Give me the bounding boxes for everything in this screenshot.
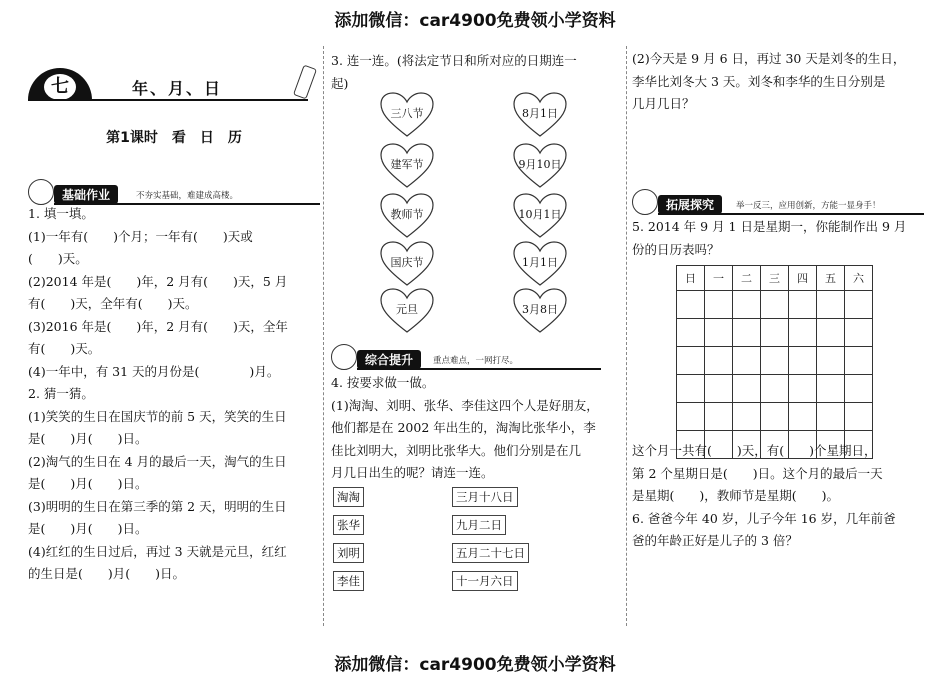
weekday-header: 六 (845, 266, 873, 291)
calendar-cell[interactable] (845, 403, 873, 431)
calendar-cell[interactable] (845, 347, 873, 375)
q4-2-text (632, 48, 927, 116)
calendar-cell[interactable] (761, 403, 789, 431)
heart-date[interactable] (513, 143, 567, 189)
chapter-number: 七 (44, 74, 76, 100)
date-box[interactable]: 五月二十七日 (452, 543, 529, 563)
calendar-cell[interactable] (789, 319, 817, 347)
text-line: 1. 填一填。 (28, 206, 94, 221)
date-box[interactable]: 九月二日 (452, 515, 506, 535)
heart-date[interactable] (513, 241, 567, 287)
heart-label: 国庆节 (390, 256, 424, 269)
calendar-cell[interactable] (817, 347, 845, 375)
text-line: 6. 爸爸今年 40 岁，儿子今年 16 岁，几年前爸 (632, 510, 896, 526)
calendar-cell[interactable] (817, 375, 845, 403)
text-line: 份的日历表吗？ (632, 241, 720, 257)
calendar-cell[interactable] (789, 375, 817, 403)
explore-label: 拓展探究 (658, 195, 722, 214)
calendar-cell[interactable] (789, 403, 817, 431)
q3-text (331, 50, 621, 95)
text-line: 爸的年龄正好是儿子的 3 倍？ (632, 533, 798, 548)
q5-text (632, 216, 927, 261)
heart-label: 8月1日 (522, 107, 558, 120)
calendar-cell[interactable] (789, 291, 817, 319)
text-line: 2. 猜一猜。 (28, 386, 94, 401)
weekday-header: 五 (817, 266, 845, 291)
heart-holiday[interactable] (380, 288, 434, 334)
text-line: (2)今天是 9 月 6 日，再过 30 天是刘冬的生日， (632, 51, 906, 66)
mascot-icon (331, 344, 357, 370)
combined-label: 综合提升 (357, 350, 421, 369)
text-line: ( )天。 (28, 251, 88, 266)
heart-label: 教师节 (390, 208, 424, 221)
calendar-cell[interactable] (761, 375, 789, 403)
text-line: (2)2014 年是( )年，2 月有( )天，5 月 (28, 273, 288, 289)
weekday-header: 四 (789, 266, 817, 291)
calendar-cell[interactable] (817, 319, 845, 347)
calendar-cell[interactable] (761, 347, 789, 375)
pencil-icon (293, 65, 317, 100)
calendar-cell[interactable] (733, 319, 761, 347)
heart-label: 9月10日 (518, 158, 562, 171)
date-box[interactable]: 三月十八日 (452, 487, 518, 507)
text-line: 的生日是( )月( )日。 (28, 566, 186, 581)
text-line: 是星期( )，教师节是星期( )。 (632, 488, 840, 503)
calendar-cell[interactable] (817, 403, 845, 431)
calendar-cell[interactable] (705, 347, 733, 375)
watermark-top: 添加微信：car4900免费领小学资料 (334, 11, 616, 31)
text-line: 5. 2014 年 9 月 1 日是星期一，你能制作出 9 月 (632, 219, 907, 234)
combined-subtitle: 重点难点，一网打尽。 (433, 356, 519, 366)
basic-subtitle: 不夯实基础，难建成高楼。 (136, 191, 239, 201)
calendar-cell[interactable] (733, 347, 761, 375)
text-line: (1)一年有( )个月；一年有( )天或 (28, 228, 253, 244)
text-line: 李华比刘冬大 3 天。刘冬和李华的生日分别是 (632, 73, 886, 89)
mascot-icon (632, 189, 658, 215)
chapter-underline (28, 99, 308, 101)
calendar-cell[interactable] (705, 403, 733, 431)
basic-banner (28, 183, 320, 205)
calendar-cell[interactable] (817, 291, 845, 319)
name-box[interactable]: 张华 (333, 515, 364, 535)
q5-after-text (632, 440, 927, 553)
banner-underline (658, 213, 924, 215)
calendar-cell[interactable] (677, 375, 705, 403)
calendar-cell[interactable] (705, 375, 733, 403)
heart-date[interactable] (513, 92, 567, 138)
text-line: 4. 按要求做一做。 (331, 375, 435, 390)
calendar-cell[interactable] (677, 347, 705, 375)
heart-label: 元旦 (396, 303, 418, 316)
chapter-badge (28, 68, 92, 100)
calendar-cell[interactable] (789, 347, 817, 375)
weekday-header: 日 (677, 266, 705, 291)
text-line: 是( )月( )日。 (28, 431, 148, 446)
calendar-cell[interactable] (845, 375, 873, 403)
calendar-cell[interactable] (705, 319, 733, 347)
calendar-cell[interactable] (845, 291, 873, 319)
calendar-cell[interactable] (733, 403, 761, 431)
text-line: 佳比刘明大，刘明比张华大。他们分别是在几 (331, 442, 582, 458)
calendar-grid (676, 265, 873, 459)
text-line: 月几日出生的呢？请连一连。 (331, 465, 494, 480)
heart-label: 3月8日 (522, 303, 558, 316)
calendar-cell[interactable] (677, 291, 705, 319)
text-line: (1)淘淘、刘明、张华、李佳这四个人是好朋友， (331, 397, 599, 413)
name-box[interactable]: 刘明 (333, 543, 364, 563)
basic-label: 基础作业 (54, 185, 118, 204)
text-line: 几月几日？ (632, 96, 695, 111)
basic-questions (28, 203, 320, 586)
heart-date[interactable] (513, 193, 567, 239)
text-line: (1)笑笑的生日在国庆节的前 5 天，笑笑的生日 (28, 408, 287, 424)
text-line: (4)一年中，有 31 天的月份是( )月。 (28, 363, 280, 379)
text-line: 他们都是在 2002 年出生的，淘淘比张华小，李 (331, 420, 596, 435)
heart-holiday[interactable] (380, 92, 434, 138)
cropped-header-text (330, 30, 630, 38)
lesson-title: 第1课时 看 日 历 (106, 130, 242, 146)
heart-date[interactable] (513, 288, 567, 334)
heart-label: 三八节 (390, 107, 424, 120)
mascot-icon (28, 179, 54, 205)
text-line: 这个月一共有( )天，有( )个星期日， (632, 443, 877, 458)
q4-text (331, 372, 621, 485)
text-line: 是( )月( )日。 (28, 476, 148, 491)
text-line: (2)淘气的生日在 4 月的最后一天，淘气的生日 (28, 453, 287, 469)
column-divider-2 (626, 46, 627, 626)
heart-label: 建军节 (390, 158, 424, 171)
text-line: 有( )天，全年有( )天。 (28, 296, 198, 311)
text-line: 是( )月( )日。 (28, 521, 148, 536)
calendar-cell[interactable] (677, 319, 705, 347)
text-line: (3)2016 年是( )年，2 月有( )天，全年 (28, 318, 288, 334)
explore-banner (632, 193, 927, 215)
weekday-header: 一 (705, 266, 733, 291)
calendar-cell[interactable] (845, 319, 873, 347)
heart-holiday[interactable] (380, 143, 434, 189)
weekday-header: 三 (761, 266, 789, 291)
text-line: 3. 连一连。(将法定节日和所对应的日期连一 (331, 53, 577, 68)
calendar-cell[interactable] (761, 291, 789, 319)
heart-holiday[interactable] (380, 241, 434, 287)
explore-subtitle: 举一反三，应用创新，方能一显身手！ (736, 201, 881, 211)
heart-holiday[interactable] (380, 193, 434, 239)
calendar-cell[interactable] (733, 375, 761, 403)
chapter-header (28, 64, 320, 102)
name-box[interactable]: 李佳 (333, 571, 364, 591)
calendar-cell[interactable] (677, 403, 705, 431)
text-line: (4)红红的生日过后，再过 3 天就是元旦，红红 (28, 543, 287, 559)
heart-label: 10月1日 (518, 208, 562, 221)
text-line: 有( )天。 (28, 341, 101, 356)
column-divider-1 (323, 46, 324, 626)
text-line: 第 2 个星期日是( )日。这个月的最后一天 (632, 465, 883, 481)
name-box[interactable]: 淘淘 (333, 487, 364, 507)
combined-banner (331, 348, 611, 370)
text-line: 起) (331, 75, 349, 91)
calendar-cell[interactable] (705, 291, 733, 319)
calendar-cell[interactable] (761, 319, 789, 347)
heart-label: 1月1日 (522, 256, 558, 269)
watermark-bottom: 添加微信：car4900免费领小学资料 (334, 655, 616, 675)
weekday-header: 二 (733, 266, 761, 291)
text-line: (3)明明的生日在第三季的第 2 天，明明的生日 (28, 498, 287, 514)
date-box[interactable]: 十一月六日 (452, 571, 518, 591)
banner-underline (357, 368, 601, 370)
calendar-cell[interactable] (733, 291, 761, 319)
chapter-title: 年、月、日 (132, 79, 223, 98)
